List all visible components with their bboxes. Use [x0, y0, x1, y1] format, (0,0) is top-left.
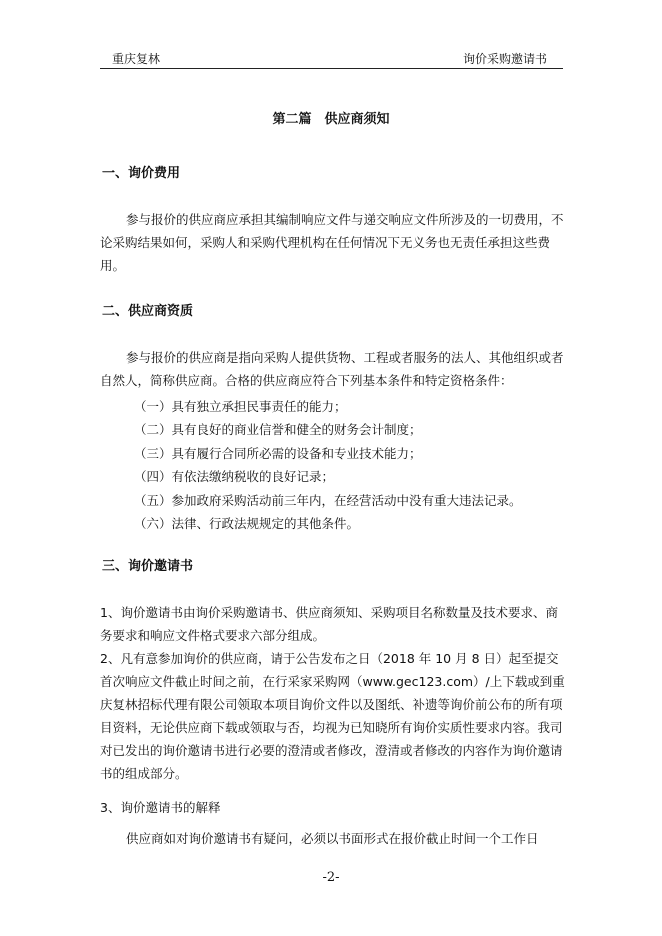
section1-heading: 一、询价费用 — [102, 166, 181, 181]
list-item: （二）具有良好的商业信誉和健全的财务会计制度； — [134, 422, 422, 438]
section3-paragraph-4: 供应商如对询价邀请书有疑问，必须以书面形式在报价截止时间一个工作日 — [126, 831, 539, 846]
section3-paragraph-2: 2、凡有意参加询价的供应商，请于公告发布之日（2018 年 10 月 8 日）起至提交首次响应文件截止时间之前，在行采家采购网（www.gec123.com）/上下载或到重庆复林招标代理有限公司领取本项目询价文件以及图纸、补遗等询价前公布的所有项目资料，无论供应商下载或领取与否，均视为已知晓所有询价实质性要求内容。我司对已发出的询价邀请书进行必要的澄清或者修改，澄清或者修改的内容作为询价邀请书的组成部分。 — [100, 651, 565, 781]
list-item: （一）具有独立承担民事责任的能力； — [134, 399, 347, 414]
section2-paragraph: 参与报价的供应商是指向采购人提供货物、工程或者服务的法人、其他组织或者自然人，简称供应商。合格的供应商应符合下列基本条件和特定资格条件： — [100, 350, 564, 388]
section3-heading: 三、询价邀请书 — [102, 559, 194, 574]
list-item: （三）具有履行合同所必需的设备和专业技术能力； — [134, 445, 422, 461]
list-item: （六）法律、行政法规规定的其他条件。 — [134, 516, 360, 532]
page-header — [100, 50, 563, 69]
page-title: 第二篇 供应商须知 — [272, 112, 390, 127]
list-item: （四）有依法缴纳税收的良好记录； — [134, 469, 335, 485]
header-doc-title: 询价采购邀请书 — [462, 52, 547, 66]
section3-paragraph-3: 3、询价邀请书的解释 — [100, 800, 221, 815]
page-number: -2- — [322, 870, 340, 885]
section2-heading: 二、供应商资质 — [102, 304, 194, 319]
list-item: （五）参加政府采购活动前三年内，在经营活动中没有重大违法记录。 — [134, 492, 522, 508]
header-company: 重庆复林 — [112, 52, 161, 66]
section1-paragraph: 参与报价的供应商应承担其编制响应文件与递交响应文件所涉及的一切费用，不论采购结果如何，采购人和采购代理机构在任何情况下无义务也无责任承担这些费用。 — [100, 212, 564, 273]
qualification-list — [134, 395, 522, 535]
section3-paragraph-1: 1、询价邀请书由询价采购邀请书、供应商须知、采购项目名称数量及技术要求、商务要求和响应文件格式要求六部分组成。 — [100, 605, 558, 643]
